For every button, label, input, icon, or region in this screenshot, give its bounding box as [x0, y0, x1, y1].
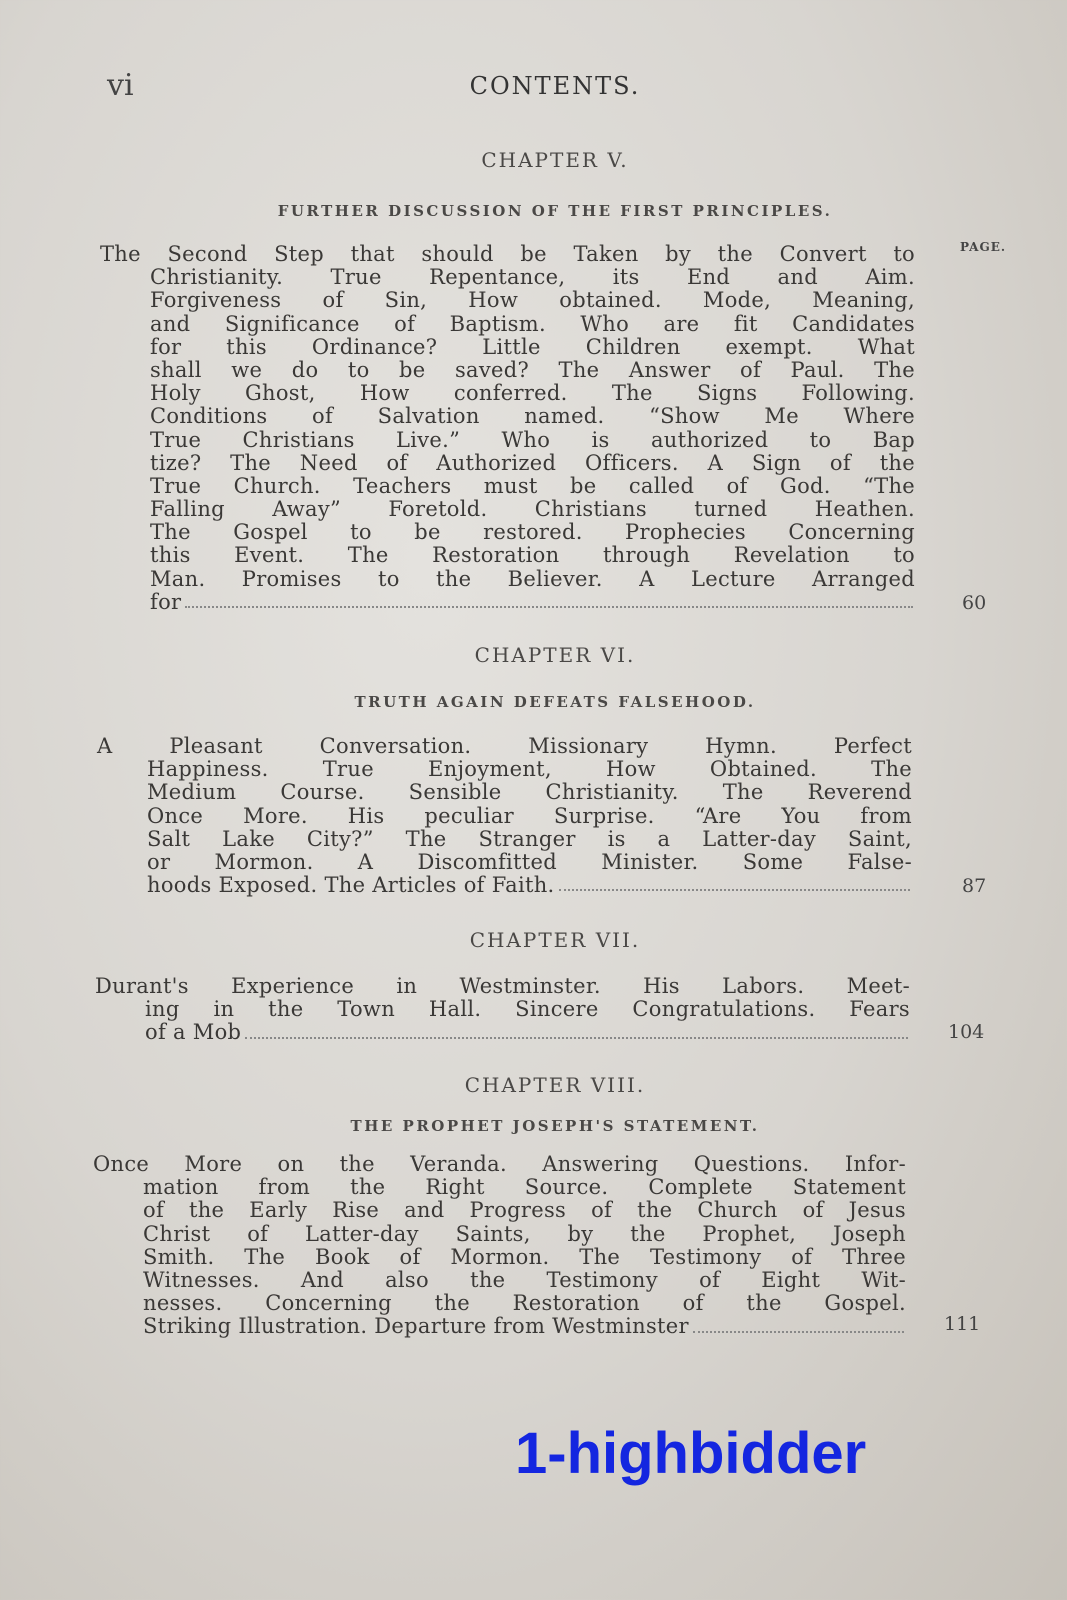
- entry-line: A Pleasant Conversation. Missionary Hymn. Perfect: [97, 734, 912, 758]
- chapter-8-title: CHAPTER VIII.: [464, 1073, 646, 1097]
- entry-line-text: of a Mob: [145, 1020, 242, 1045]
- entry-line: Smith. The Book of Mormon. The Testimony of Three: [143, 1244, 906, 1269]
- chapter-8-entry: [93, 1152, 906, 1339]
- entry-line: nesses. Concerning the Restoration of the Gospel.: [143, 1291, 906, 1316]
- entry-line: [147, 874, 912, 897]
- entry-line: True Christians Live.” Who is authorized to Bap: [150, 427, 915, 452]
- entry-line: of the Early Rise and Progress of the Church of Jesus: [143, 1198, 906, 1223]
- entry-line: Once More on the Veranda. Answering Questions. Infor-: [93, 1152, 906, 1176]
- entry-line: The Second Step that should be Taken by the Convert to: [100, 242, 915, 266]
- entry-line: Forgiveness of Sin, How obtained. Mode, Meaning,: [150, 288, 915, 313]
- chapter-6-subtitle: TRUTH AGAIN DEFEATS FALSEHOOD.: [354, 693, 756, 711]
- entry-line-text: Striking Illustration. Departure from Westminster: [143, 1314, 689, 1339]
- entry-line: Conditions of Salvation named. “Show Me Where: [150, 404, 915, 429]
- entry-line: Falling Away” Foretold. Christians turned Heathen.: [150, 497, 915, 522]
- chapter-5-title: CHAPTER V.: [481, 148, 629, 172]
- entry-line: this Event. The Restoration through Revelation to: [150, 543, 915, 568]
- entry-line: Christ of Latter-day Saints, by the Prophet, Joseph: [143, 1221, 906, 1246]
- dot-leader: [185, 591, 913, 608]
- running-title: CONTENTS.: [469, 72, 641, 100]
- dot-leader: [559, 874, 910, 891]
- entry-line: [150, 591, 915, 614]
- entry-line: Salt Lake City?” The Stranger is a Latter-day Saint,: [147, 826, 912, 851]
- entry-line: [145, 1021, 910, 1044]
- chapter-6-title: CHAPTER VI.: [474, 643, 636, 667]
- entry-line-text: for: [150, 589, 182, 614]
- entry-line: or Mormon. A Discomfitted Minister. Some False-: [147, 849, 912, 874]
- entry-line: Happiness. True Enjoyment, How Obtained. The: [147, 757, 912, 782]
- chapter-7-title: CHAPTER VII.: [469, 928, 641, 952]
- watermark: 1-highbidder: [515, 1421, 867, 1486]
- page-folio: vi: [107, 68, 134, 103]
- page-column-label: PAGE.: [960, 240, 1007, 254]
- entry-line: Witnesses. And also the Testimony of Eight Wit-: [143, 1267, 906, 1292]
- chapter-5-page: 60: [962, 592, 987, 614]
- entry-line: Once More. His peculiar Surprise. “Are You from: [147, 803, 912, 828]
- chapter-6-page: 87: [962, 875, 987, 897]
- chapter-7-page: 104: [948, 1021, 985, 1043]
- entry-line: [143, 1315, 906, 1338]
- entry-line: mation from the Right Source. Complete Statement: [143, 1175, 906, 1200]
- entry-line: Durant's Experience in Westminster. His Labors. Meet-: [95, 974, 910, 998]
- dot-leader: [693, 1315, 904, 1332]
- dot-leader: [245, 1021, 908, 1038]
- entry-line: Christianity. True Repentance, its End and Aim.: [150, 265, 915, 290]
- chapter-8-subtitle: THE PROPHET JOSEPH'S STATEMENT.: [350, 1117, 760, 1135]
- entry-line: True Church. Teachers must be called of God. “The: [150, 473, 915, 498]
- chapter-7-entry: [95, 974, 910, 1045]
- entry-line: The Gospel to be restored. Prophecies Concerning: [150, 520, 915, 545]
- entry-line: Man. Promises to the Believer. A Lecture Arranged: [150, 566, 915, 591]
- chapter-5-subtitle: FURTHER DISCUSSION OF THE FIRST PRINCIPLES.: [277, 202, 833, 220]
- entry-line: and Significance of Baptism. Who are fit Candidates: [150, 311, 915, 336]
- entry-line: for this Ordinance? Little Children exempt. What: [150, 334, 915, 359]
- entry-line: Medium Course. Sensible Christianity. The Reverend: [147, 780, 912, 805]
- entry-line: ing in the Town Hall. Sincere Congratulations. Fears: [145, 997, 910, 1022]
- chapter-5-entry: [100, 242, 915, 614]
- entry-line: tize? The Need of Authorized Officers. A Sign of the: [150, 450, 915, 475]
- entry-line-text: hoods Exposed. The Articles of Faith.: [147, 873, 555, 898]
- chapter-8-page: 111: [944, 1313, 981, 1335]
- entry-line: Holy Ghost, How conferred. The Signs Following.: [150, 381, 915, 406]
- entry-line: shall we do to be saved? The Answer of Paul. The: [150, 357, 915, 382]
- chapter-6-entry: [97, 734, 912, 898]
